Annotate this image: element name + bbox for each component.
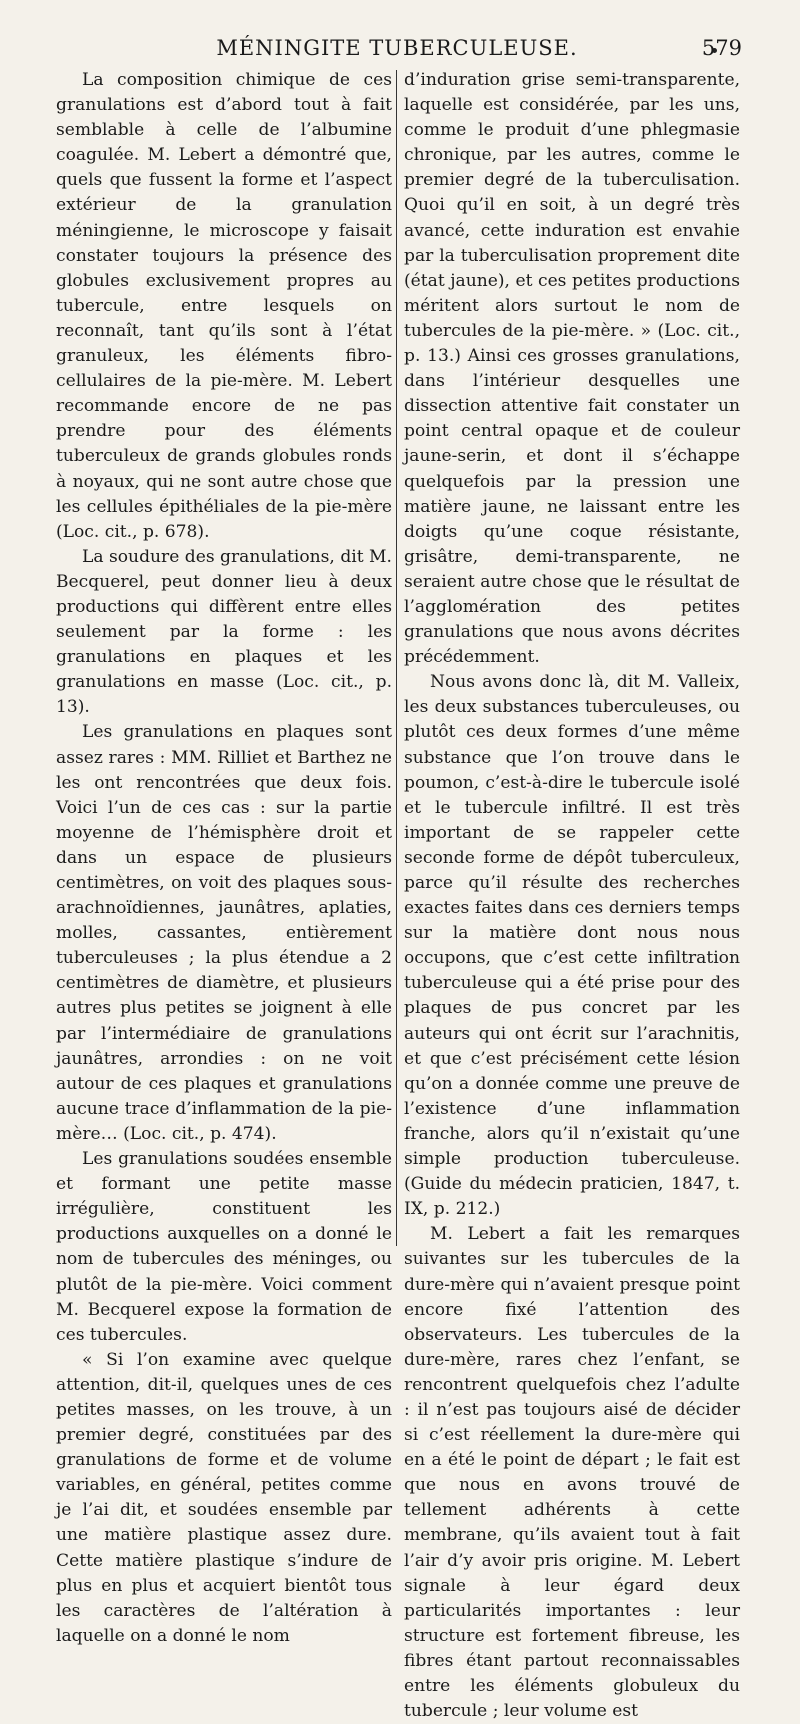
paragraph: Nous avons donc là, dit M. Valleix, les deux substances tuberculeuses, ou plutôt ces deux formes d’une même substance que l’on trouve dans le poumon, c’est-à-dire le tubercule isolé et le tubercule infiltré. Il est très important de se rappeler cette seconde forme de dépôt tuberculeux, parce qu’il résulte des recherches exactes faites dans ces derniers temps sur la matière dont nous nous occupons, que c’est cette infiltration tuberculeuse qui a été prise pour des plaques de pus concret par les auteurs qui ont écrit sur l’arachnitis, et que c’est précisément cette lésion qu’on a donnée comme une preuve de l’existence d’une inflammation franche, alors qu’il n’existait qu’une simple production tuberculeuse. (Guide du médecin praticien, 1847, t. IX, p. 212.) <box>404 672 740 1220</box>
paragraph: « Si l’on examine avec quelque attention, dit-il, quelques unes de ces petites masses, on les trouve, à un premier degré, constituées par des granulations de forme et de volume variables, en général, petites comme je l’ai dit, et soudées ensemble par une matière plastique assez dure. Cette matière plastique s’indure de plus en plus et acquiert bientôt tous les caractères de l’altération à laquelle on a donné le nom <box>56 1349 392 1646</box>
right-column <box>404 68 740 1724</box>
paragraph: La soudure des granulations, dit M. Becquerel, peut donner lieu à deux productions qui diffèrent entre elles seulement par la forme : les granulations en plaques et les granulations en masse (Loc. cit., p. 13). <box>56 546 392 718</box>
paragraph: Les granulations soudées ensemble et formant une petite masse irrégulière, constituent les productions auxquelles on a donné le nom de tubercules des méninges, ou plutôt de la pie-mère. Voici comment M. Becquerel expose la formation de ces tubercules. <box>56 1149 392 1345</box>
paragraph: La composition chimique de ces granulations est d’abord tout à fait semblable à celle de l’albumine coagulée. M. Lebert a démontré que, quels que fussent la forme et l’aspect extérieur de la granulation méningienne, le microscope y faisait constater toujours la présence des globules exclusivement propres au tubercule, entre lesquels on reconnaît, tant qu’ils sont à l’état granuleux, les éléments fibro-cellulaires de la pie-mère. M. Lebert recommande encore de ne pas prendre pour des éléments tuberculeux de grands globules ronds à noyaux, qui ne sont autre chose que les cellules épithéliales de la pie-mère (Loc. cit., p. 678). <box>56 70 392 542</box>
paragraph: Les granulations en plaques sont assez rares : MM. Rilliet et Barthez ne les ont rencontrées que deux fois. Voici l’un de ces cas : sur la partie moyenne de l’hémisphère droit et dans un espace de plusieurs centimètres, on voit des plaques sous-arachnoïdiennes, jaunâtres, aplaties, molles, cassantes, entièrement tuberculeuses ; la plus étendue a 2 centimètres de diamètre, et plusieurs autres plus petites se joignent à elle par l’intermédiaire de granulations jaunâtres, arrondies : on ne voit autour de ces plaques et granulations aucune trace d’inflammation de la pie-mère… (Loc. cit., p. 474). <box>56 722 392 1144</box>
page-header <box>52 36 742 68</box>
left-column <box>56 68 392 1649</box>
running-title: MÉNINGITE TUBERCULEUSE. <box>216 36 578 60</box>
paragraph: d’induration grise semi-transparente, laquelle est considérée, par les uns, comme le produit d’une phlegmasie chronique, par les autres, comme le premier degré de la tuberculisation. Quoi qu’il en soit, à un degré très avancé, cette induration est envahie par la tuberculisation proprement dite (état jaune), et ces petites productions méritent alors surtout le nom de tubercules de la pie-mère. » (Loc. cit., p. 13.) Ainsi ces grosses granulations, dans l’intérieur desquelles une dissection attentive fait constater un point central opaque et de couleur jaune-serin, et dont il s’échappe quelquefois par la pression une matière jaune, ne laissant entre les doigts qu’une coque résistante, grisâtre, demi-transparente, ne seraient autre chose que le résultat de l’agglomération des petites granulations que nous avons décrites précédemment. <box>404 70 740 668</box>
column-divider <box>396 70 397 1246</box>
page-number: 579 <box>701 36 742 60</box>
paragraph: M. Lebert a fait les remarques suivantes sur les tubercules de la dure-mère qui n’avaient presque point encore fixé l’attention des observateurs. Les tubercules de la dure-mère, rares chez l’enfant, se rencontrent quelquefois chez l’adulte : il n’est pas toujours aisé de décider si c’est réellement la dure-mère qui en a été le point de départ ; le fait est que nous en avons trouvé de tellement adhérents à cette membrane, qu’ils avaient tout à fait l’air d’y avoir pris origine. M. Lebert signale à leur égard deux particularités importantes : leur structure est fortement fibreuse, les fibres étant partout reconnaissables entre les éléments globuleux du tubercule ; leur volume est <box>404 1224 740 1722</box>
